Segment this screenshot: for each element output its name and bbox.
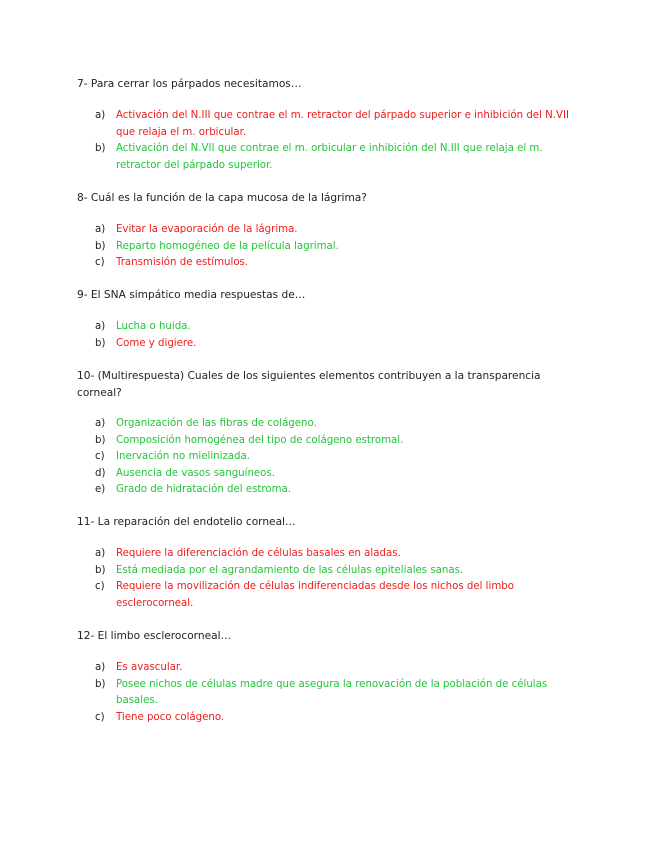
option-10c (95, 449, 575, 466)
option-label: b) (95, 240, 106, 252)
question-10: 10- (Multirespuesta) Cuales de los siguientes elementos contribuyen a la transparencia corneal? (77, 370, 541, 399)
option-text: Requiere la movilización de células indiferenciadas desde los nichos del limbo esclerocorneal. (116, 581, 514, 609)
option-10a (95, 416, 575, 433)
option-label: a) (95, 548, 106, 559)
question-12: 12- El limbo esclerocorneal… (77, 630, 232, 642)
option-12a (95, 660, 575, 677)
option-12b (95, 677, 575, 710)
option-label: c) (95, 257, 105, 268)
option-label: c) (95, 451, 105, 462)
option-text: Activación del N.III que contrae el m. retractor del párpado superior e inhibición del N.VII que relaja el m. orbicular. (116, 110, 569, 138)
option-8a (95, 222, 575, 239)
option-label: e) (95, 484, 106, 495)
option-label: b) (95, 337, 106, 349)
question-10-options (95, 416, 575, 499)
option-text: Está mediada por el agrandamiento de las células epiteliales sanas. (116, 564, 464, 576)
option-text: Transmisión de estímulos. (116, 257, 249, 268)
option-10e (95, 482, 575, 499)
option-label: a) (95, 110, 106, 121)
option-label: a) (95, 418, 106, 429)
option-8b (95, 239, 575, 256)
option-text: Evitar la evaporación de la lágrima. (116, 224, 298, 235)
option-11c (95, 579, 575, 612)
option-7a (95, 108, 575, 141)
option-label: c) (95, 581, 105, 592)
option-12c (95, 710, 575, 727)
option-10d (95, 466, 575, 483)
option-9b (95, 336, 575, 353)
option-11a (95, 546, 575, 563)
question-9: 9- El SNA simpático media respuestas de… (77, 289, 306, 301)
question-9-options (95, 319, 575, 352)
option-text: Es avascular. (116, 662, 183, 673)
question-11-options (95, 546, 575, 612)
question-12-options (95, 660, 575, 726)
option-text: Ausencia de vasos sanguíneos. (116, 467, 275, 479)
option-text: Tiene poco colágeno. (116, 711, 225, 723)
option-text: Come y digiere. (116, 337, 197, 349)
option-label: a) (95, 224, 106, 235)
question-7-options (95, 108, 575, 174)
question-8: 8- Cuál es la función de la capa mucosa de la lágrima? (77, 192, 367, 204)
option-text: Composición homogénea del tipo de colágeno estromal. (116, 434, 404, 446)
option-text: Requiere la diferenciación de células basales en aladas. (116, 548, 401, 559)
option-8c (95, 255, 575, 272)
option-7b (95, 141, 575, 174)
option-text: Lucha o huida. (116, 321, 191, 332)
option-text: Posee nichos de células madre que asegura la renovación de la población de células basales. (116, 678, 548, 706)
option-label: a) (95, 662, 106, 673)
option-text: Inervación no mielinizada. (116, 451, 250, 462)
option-text: Grado de hidratación del estroma. (116, 484, 291, 495)
option-text: Organización de las fibras de colágeno. (116, 418, 317, 429)
option-label: d) (95, 467, 106, 479)
question-8-options (95, 222, 575, 272)
option-10b (95, 433, 575, 450)
option-label: a) (95, 321, 106, 332)
option-text: Activación del N.VII que contrae el m. orbicular e inhibición del N.III que relaja el m. retractor del párpado superior. (116, 143, 543, 171)
option-11b (95, 563, 575, 580)
option-9a (95, 319, 575, 336)
option-label: b) (95, 143, 106, 154)
option-text: Reparto homogéneo de la película lagrimal. (116, 240, 339, 252)
question-7: 7- Para cerrar los párpados necesitamos… (77, 78, 302, 90)
option-label: b) (95, 434, 106, 446)
question-11: 11- La reparación del endotelio corneal… (77, 516, 296, 528)
option-label: c) (95, 711, 105, 723)
option-label: b) (95, 564, 106, 576)
option-label: b) (95, 678, 106, 690)
